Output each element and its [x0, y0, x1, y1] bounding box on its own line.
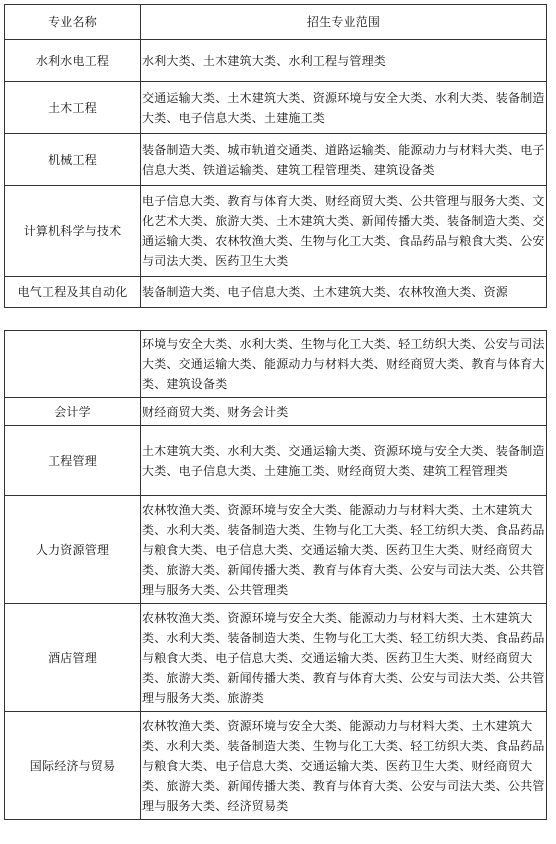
admission-range-cell: 水利大类、土木建筑大类、水利工程与管理类 [141, 40, 547, 82]
major-name-cell [5, 331, 141, 398]
admission-range-cell: 装备制造大类、城市轨道交通类、道路运输类、能源动力与材料大类、电子信息大类、铁道运输类、建筑工程管理类、建筑设备类 [141, 134, 547, 186]
table-row [5, 398, 547, 426]
admission-range-cell: 农林牧渔大类、资源环境与安全大类、能源动力与材料大类、土木建筑大类、水利大类、装备制造大类、生物与化工大类、轻工纺织大类、食品药品与粮食大类、电子信息大类、交通运输大类、医药卫生大类、财经商贸大类、旅游大类、新闻传播大类、教育与体育大类、公安与司法大类、公共管理与服务大类、公共管理类 [141, 496, 547, 604]
major-name-cell: 计算机科学与技术 [5, 186, 141, 277]
admission-range-cell: 土木建筑大类、水利大类、交通运输大类、资源环境与安全大类、装备制造大类、电子信息大类、土建施工类、财经商贸大类、建筑工程管理类 [141, 426, 547, 496]
major-name-cell: 人力资源管理 [5, 496, 141, 604]
table-row [5, 134, 547, 186]
table-row [5, 82, 547, 134]
major-name-cell: 土木工程 [5, 82, 141, 134]
header-admission-range: 招生专业范围 [141, 5, 547, 40]
major-name-cell: 会计学 [5, 398, 141, 426]
table-row [5, 186, 547, 277]
admission-range-cell: 财经商贸大类、财务会计类 [141, 398, 547, 426]
table-row [5, 496, 547, 604]
table-row [5, 426, 547, 496]
major-name-cell: 水利水电工程 [5, 40, 141, 82]
major-name-cell: 电气工程及其自动化 [5, 277, 141, 308]
admission-range-cell: 交通运输大类、土木建筑大类、资源环境与安全大类、水利大类、装备制造大类、电子信息大类、土建施工类 [141, 82, 547, 134]
admission-table-part2 [4, 330, 547, 820]
admission-range-cell: 环境与安全大类、水利大类、生物与化工大类、轻工纺织大类、公安与司法大类、交通运输大类、能源动力与材料大类、财经商贸大类、教育与体育大类、建筑设备类 [141, 331, 547, 398]
table-row [5, 277, 547, 308]
table-header-row [5, 5, 547, 40]
table-row [5, 712, 547, 820]
admission-range-cell: 电子信息大类、教育与体育大类、财经商贸大类、公共管理与服务大类、文化艺术大类、旅游大类、土木建筑大类、新闻传播大类、装备制造大类、交通运输大类、农林牧渔大类、生物与化工大类、食品药品与粮食大类、公安与司法大类、医药卫生大类 [141, 186, 547, 277]
header-major-name: 专业名称 [5, 5, 141, 40]
admission-range-cell: 农林牧渔大类、资源环境与安全大类、能源动力与材料大类、土木建筑大类、水利大类、装备制造大类、生物与化工大类、轻工纺织大类、食品药品与粮食大类、电子信息大类、交通运输大类、医药卫生大类、财经商贸大类、旅游大类、新闻传播大类、教育与体育大类、公安与司法大类、公共管理与服务大类、旅游类 [141, 604, 547, 712]
major-name-cell: 酒店管理 [5, 604, 141, 712]
major-name-cell: 国际经济与贸易 [5, 712, 141, 820]
admission-range-cell: 装备制造大类、电子信息大类、土木建筑大类、农林牧渔大类、资源 [141, 277, 547, 308]
admission-range-cell: 农林牧渔大类、资源环境与安全大类、能源动力与材料大类、土木建筑大类、水利大类、装备制造大类、生物与化工大类、轻工纺织大类、食品药品与粮食大类、电子信息大类、交通运输大类、医药卫生大类、财经商贸大类、旅游大类、新闻传播大类、教育与体育大类、公安与司法大类、公共管理与服务大类、经济贸易类 [141, 712, 547, 820]
table-row [5, 331, 547, 398]
admission-table-part1 [4, 4, 547, 308]
table-row [5, 40, 547, 82]
major-name-cell: 机械工程 [5, 134, 141, 186]
table-row [5, 604, 547, 712]
major-name-cell: 工程管理 [5, 426, 141, 496]
